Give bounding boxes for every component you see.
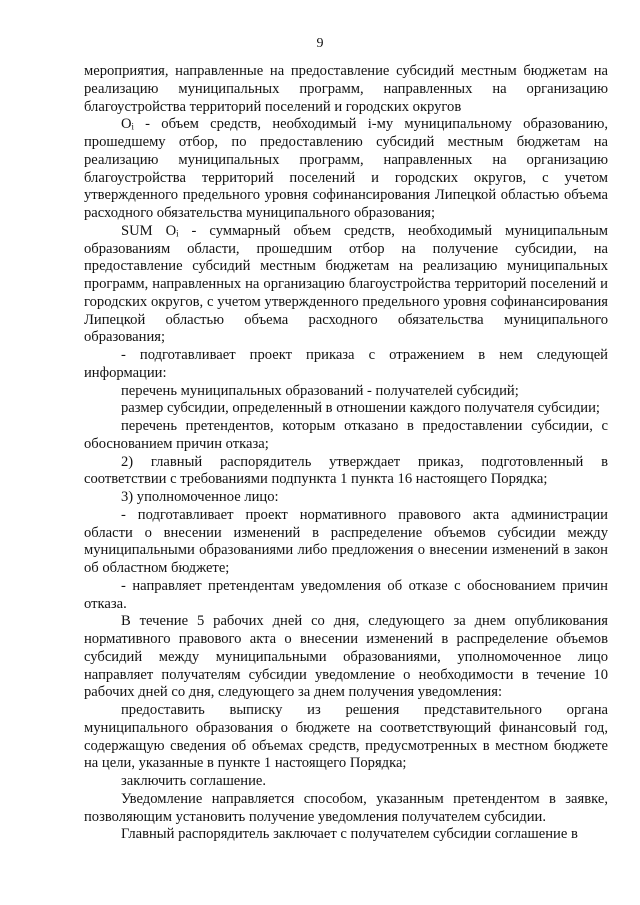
paragraph: мероприятия, направленные на предоставление субсидий местным бюджетам на реализацию муниципальных программ, направленных на организацию благоустройства территорий поселений и городских округов: [84, 63, 608, 115]
paragraph: заключить соглашение.: [121, 773, 267, 789]
paragraph: SUM Oᵢ - суммарный объем средств, необходимый муниципальным образованиям области, прошедшим отбор на получение субсидии, на предоставление субсидий местным бюджетам на реализацию муниципальных программ, направленных на организацию благоустройства территорий поселений и городских округов, с учетом утвержденного предельного уровня софинансирования Липецкой областью объема расходного обязательства муниципального образования;: [84, 222, 608, 346]
paragraph: перечень муниципальных образований - получателей субсидий;: [121, 382, 519, 399]
document-body: [84, 63, 608, 844]
paragraph: - подготавливает проект приказа с отражением в нем следующей информации:: [84, 347, 608, 381]
paragraph: перечень претендентов, которым отказано в предоставлении субсидии, с обоснованием причин отказа;: [84, 418, 608, 452]
page-number: 9: [316, 36, 324, 51]
paragraph: 2) главный распорядитель утверждает приказ, подготовленный в соответствии с требованиями подпункта 1 пункта 16 настоящего Порядка;: [84, 453, 608, 488]
paragraph: предоставить выписку из решения представительного органа муниципального образования о бюджете на соответствующий финансовый год, содержащую сведения об объемах средств, предусмотренных в местном бюджете на цели, указанные в пункте 1 настоящего Порядка;: [84, 702, 608, 772]
paragraph: 3) уполномоченное лицо:: [121, 489, 279, 505]
paragraph: - направляет претендентам уведомления об отказе с обоснованием причин отказа.: [84, 577, 608, 612]
paragraph: Главный распорядитель заключает с получателем субсидии соглашение в: [121, 826, 578, 843]
paragraph: размер субсидии, определенный в отношении каждого получателя субсидии;: [121, 400, 600, 417]
paragraph: В течение 5 рабочих дней со дня, следующего за днем опубликования нормативного правового акта о внесении изменений в распределение объемов субсидий между муниципальными образованиями, уполномоченное лицо направляет получателям субсидии уведомление о необходимости в течение 10 рабочих дней со дня, следующего за днем получения уведомления:: [84, 613, 608, 701]
paragraph: Уведомление направляется способом, указанным претендентом в заявке, позволяющим установить получение уведомления получателем субсидии.: [84, 790, 608, 825]
paragraph: Oᵢ - объем средств, необходимый i-му муниципальному образованию, прошедшему отбор, по предоставлению субсидий местным бюджетам на реализацию муниципальных программ, направленных на организацию благоустройства территорий поселений и городских округов, с учетом утвержденного предельного уровня софинансирования Липецкой областью объема расходного обязательства муниципального образования;: [84, 116, 608, 221]
paragraph: - подготавливает проект нормативного правового акта администрации области о внесении изменений в распределение объемов субсидии между муниципальными образованиями либо предложения о внесении изменений в закон об областном бюджете;: [84, 506, 608, 576]
